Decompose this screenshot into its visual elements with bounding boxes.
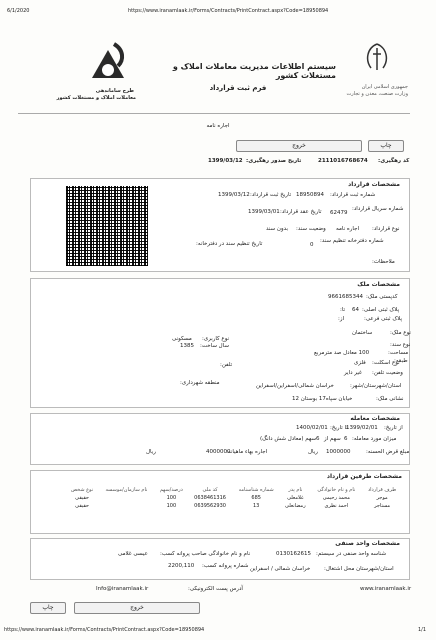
- print-date: 6/1/2020: [7, 8, 30, 14]
- cell-organization: [98, 502, 155, 510]
- share-label: میزان مورد معامله:: [352, 436, 397, 442]
- deal-section-title: مشخصات معامله: [350, 415, 400, 422]
- to-date: 1400/02/01: [296, 425, 328, 431]
- tracking-code-label: کد رهگیری:: [378, 158, 410, 164]
- system-title: سیستم اطلاعات مدیریت معاملات املاک و مستغلات کشور: [172, 62, 336, 80]
- usage-label: نوع کاربری:: [202, 336, 230, 342]
- license-value: 0130162615: [276, 551, 311, 557]
- share-value: 6: [344, 436, 348, 442]
- email-value[interactable]: Info@iranamlaak.ir: [96, 586, 149, 592]
- office-date-label: تاریخ تنظیم سند در دفترخانه:: [196, 241, 263, 247]
- share-text: سهم (معادل شش دانگ): [260, 436, 317, 442]
- emblem-logo: [357, 40, 397, 84]
- cell-national-code: 0639562930: [194, 503, 226, 509]
- property-type: ساختمان: [352, 330, 373, 336]
- reg-no: 18950894: [296, 192, 324, 198]
- deposit-value: 1000000: [326, 449, 351, 455]
- col-name: نام و نام خانوادگی: [317, 487, 356, 493]
- phone-status-label: وضعیت تلفن:: [372, 370, 403, 376]
- address-value: خیابان سپاه17 بوستان 12: [292, 396, 353, 402]
- emblem-text-1: جمهوری اسلامی ایران: [361, 84, 408, 90]
- organization-logo: [84, 40, 132, 88]
- contract-section-title: مشخصات قرارداد: [348, 181, 400, 188]
- type-label: نوع قرارداد:: [372, 226, 400, 232]
- license-label: شناسه واحد صنفی در سیستم:: [316, 551, 387, 557]
- reg-date-label: تاریخ ثبت قرارداد:: [250, 192, 292, 198]
- unit-label: نوع اسکلت:: [372, 360, 400, 366]
- city-label: استان/شهرستان/شهر:: [350, 383, 402, 389]
- type-value: اجاره نامه: [336, 226, 359, 232]
- print-url-top: https://www.iranamlaak.ir/Forms/Contracts/PrintContract.aspx?Code=18950894: [128, 8, 329, 14]
- rent-value: 4000000: [206, 449, 231, 455]
- cell-national-code: 0638461316: [194, 495, 226, 501]
- col-id-no: شماره شناسنامه: [238, 487, 274, 493]
- col-share: درصد/سهم: [159, 487, 183, 493]
- share-total: 6: [316, 436, 320, 442]
- owner-value: عیسی غلامی: [118, 551, 148, 557]
- emblem-text-2: وزارت صنعت، معدن و تجارت: [346, 91, 408, 97]
- footer-site[interactable]: www.iranamlaak.ir: [360, 586, 412, 592]
- postal-value: 9661685344: [328, 294, 363, 300]
- print-url-bottom: https://www.iranamlaak.ir/Forms/Contracts/PrintContract.aspx?Code=18950894: [4, 627, 205, 633]
- from-date: 1399/02/01: [346, 425, 378, 431]
- notes-label: ملاحظات:: [372, 259, 395, 265]
- cell-person-type: حقیقی: [75, 503, 89, 509]
- owner-label: نام و نام خانوادگی صاحب پروانه کسب:: [160, 551, 251, 557]
- serial-label: شماره سریال قرارداد:: [352, 206, 404, 212]
- issue-date-label: تاریخ صدور رهگیری:: [246, 158, 302, 164]
- main-plate-from: 64: [352, 307, 359, 313]
- form-title: فرم ثبت قرارداد: [209, 84, 267, 92]
- from-date-label: از تاریخ:: [384, 425, 403, 431]
- permit-label: شماره پروانه کسب:: [202, 563, 249, 569]
- parties-table: [66, 486, 402, 510]
- qr-code: [66, 186, 148, 266]
- parties-header-row: [66, 486, 402, 494]
- print-button-bottom[interactable]: چاپ: [30, 602, 66, 614]
- cell-id-no: 685: [251, 495, 261, 501]
- cell-party: موجر: [376, 495, 388, 501]
- permit-value: 2200,110: [168, 563, 195, 569]
- issue-date: 1399/03/12: [208, 158, 243, 164]
- cell-share: 100: [166, 503, 177, 509]
- col-person-type: نوع شخص: [71, 487, 94, 493]
- cell-id-no: 13: [252, 503, 260, 509]
- status-value: بدون سند: [266, 226, 289, 232]
- unit-value: فلزی: [354, 360, 366, 366]
- conclusion-date-label: تاریخ عقد قرارداد:: [280, 209, 322, 215]
- unit-city-label: استان/شهرستان محل اشتغال:: [324, 566, 394, 572]
- address-label: نشانی ملک:: [376, 396, 404, 402]
- table-row: [66, 502, 402, 510]
- cell-name: محمد رحیمی: [322, 495, 350, 501]
- deed-type-label: نوع سند:: [390, 342, 411, 348]
- status-label: وضعیت سند:: [296, 226, 326, 232]
- page-number: 1/1: [418, 627, 427, 633]
- cell-share: 100: [166, 495, 177, 501]
- main-plate-to-label: تا:: [340, 307, 346, 313]
- table-row: [66, 494, 402, 502]
- cell-party: مستاجر: [374, 503, 391, 509]
- col-national-code: کد ملی: [202, 487, 218, 493]
- city-value: خراسان شمالی/اسفراین/اسفراین: [256, 383, 334, 389]
- main-plate-label: پلاک ثبتی اصلی:: [362, 307, 400, 313]
- property-section-title: مشخصات ملک: [357, 281, 400, 288]
- deposit-currency: ریال: [308, 449, 318, 455]
- tracking-code: 2111016768674: [318, 158, 368, 164]
- cell-father: رمضانعلی: [285, 503, 306, 509]
- sub-plate-to-label: از:: [338, 316, 345, 322]
- col-party: طرف قرارداد: [367, 487, 397, 493]
- district-label: منطقه شهرداری:: [180, 380, 220, 386]
- area-label: مساحت:: [388, 350, 409, 356]
- property-type-label: نوع ملک:: [390, 330, 411, 336]
- parties-section-title: مشخصات طرفین قرارداد: [326, 473, 402, 480]
- header-divider: [18, 113, 410, 114]
- floor-label: طبقه:: [394, 358, 408, 364]
- cell-father: غلامعلی: [287, 495, 304, 501]
- unit-city-value: خراسان شمالی / اسفراین: [250, 566, 311, 572]
- area-value: 100 معادل صد مترمربع: [314, 350, 370, 356]
- rent-label: اجاره بهاء ماهیانه:: [226, 449, 268, 455]
- build-year: 1385: [180, 343, 194, 349]
- office-value: 0: [310, 242, 314, 248]
- cell-person-type: حقیقی: [75, 495, 89, 501]
- print-button[interactable]: چاپ: [368, 140, 404, 152]
- exit-button[interactable]: خروج: [236, 140, 362, 152]
- logo-caption-1: طرح ساماندهی: [95, 88, 134, 94]
- rent-currency: ریال: [146, 449, 156, 455]
- to-date-label: تا تاریخ:: [330, 425, 348, 431]
- cell-name: احمد نظری: [324, 503, 349, 509]
- phone-label: تلفن:: [220, 362, 233, 368]
- phone-status: غیر دایر: [344, 370, 362, 376]
- build-year-label: سال ساخت:: [200, 343, 229, 349]
- unit-section-title: مشخصات واحد صنفی: [335, 540, 400, 547]
- reg-date: 1399/03/12: [218, 192, 250, 198]
- deposit-label: مبلغ قرض الحسنه:: [366, 449, 410, 455]
- contract-type: اجاره نامه: [206, 123, 230, 129]
- usage-value: مسکونی: [172, 336, 192, 342]
- cell-organization: [98, 494, 155, 502]
- conclusion-date: 1399/03/01: [248, 209, 280, 215]
- serial: 62479: [330, 210, 348, 216]
- office-label: شماره دفترخانه تنظیم سند:: [320, 238, 384, 244]
- logo-caption-2: معاملات املاک و مستغلات کشور: [56, 95, 136, 101]
- sub-plate-label: پلاک ثبتی فرعی:: [364, 316, 403, 322]
- share-of-label: سهم از: [324, 436, 341, 442]
- exit-button-bottom[interactable]: خروج: [74, 602, 200, 614]
- postal-label: کدپستی ملک:: [366, 294, 398, 300]
- col-father: نام پدر: [288, 487, 303, 493]
- col-organization: نام سازمان/موسسه: [105, 487, 148, 493]
- reg-no-label: شماره ثبت قرارداد:: [330, 192, 376, 198]
- email-label: آدرس پست الکترونیکی:: [188, 586, 243, 592]
